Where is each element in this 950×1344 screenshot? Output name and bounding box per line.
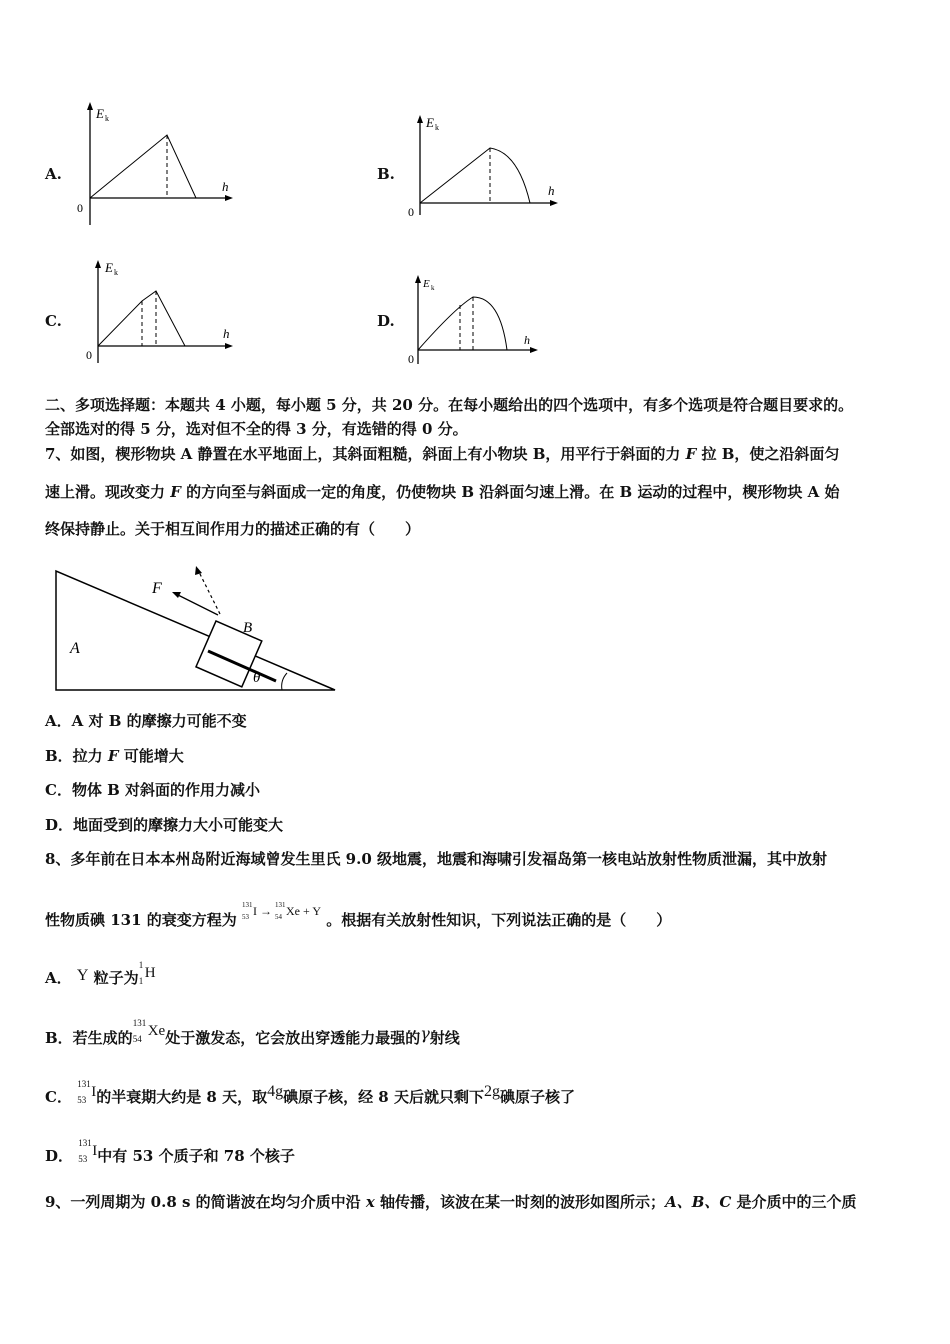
section2-line1: 二、多项选择题：本题共 4 小题，每小题 5 分，共 20 分。在每小题给出的四个选项中，有多个选项是符合题目要求的。	[45, 396, 854, 414]
graph-b-origin: 0	[408, 205, 414, 219]
q8-option-c-text-c: 碘原子核，经 8 天后就只剩下	[283, 1088, 484, 1106]
graph-d-ylabel: E	[423, 278, 430, 290]
graph-a-xlabel: h	[222, 179, 229, 194]
q8-option-b-text-c: 射线	[429, 1029, 460, 1047]
iodine-symbol-c: I	[91, 1084, 97, 1100]
q9-x-symbol: x	[365, 1193, 375, 1211]
graph-b	[400, 110, 570, 225]
decay-equation	[242, 901, 321, 921]
q8-option-b-text-b: 处于激发态，它会放出穿透能力最强的	[165, 1029, 421, 1047]
graph-c-label: C.	[45, 312, 62, 330]
mass-2g: 2g	[483, 1083, 500, 1100]
q8-line2-text-a: 性物质碘 131 的衰变方程为	[45, 911, 237, 929]
iodine-mass-c: 131	[77, 1079, 91, 1089]
q8-option-d-text-b: 中有 53 个质子和 78 个核子	[97, 1147, 295, 1165]
q8-option-c	[45, 1079, 575, 1108]
q9-abc-points: A、B、C	[665, 1193, 732, 1211]
q7-force-symbol-2: F	[170, 483, 181, 501]
q7-option-b-text-b: 可能增大	[118, 747, 184, 765]
q7-line1	[45, 444, 839, 464]
graph-b-ysub: k	[435, 123, 439, 132]
q7-line3: 终保持静止。关于相互间作用力的描述正确的有（ ）	[45, 520, 421, 538]
section2-line2: 全部选对的得 5 分，选对但不全的得 3 分，有选错的得 0 分。	[45, 420, 468, 438]
graph-c	[80, 255, 245, 370]
graph-d-ysub: k	[431, 284, 435, 292]
q7-line1-text-a: 7、如图，楔形物块 A 静置在水平地面上，其斜面粗糙，斜面上有小物块 B，用平行于斜面的力	[45, 445, 686, 463]
q7-option-d: D．地面受到的摩擦力大小可能变大	[45, 816, 284, 834]
iodine-z-d: 53	[78, 1154, 88, 1164]
q8-option-c-text-b: 的半衰期大约是 8 天，取	[96, 1088, 268, 1106]
graph-b-label: B.	[377, 165, 395, 183]
q8-option-a-label: A．	[45, 969, 72, 987]
q9-line1-text-b: 轴传播，该波在某一时刻的波形如图所示；	[374, 1193, 666, 1211]
q7-option-c: C．物体 B 对斜面的作用力减小	[45, 781, 261, 799]
eq-xe-mass: 131	[275, 901, 286, 909]
wedge-label-a: A	[70, 640, 80, 657]
block-label-b: B	[243, 620, 253, 636]
angle-label-theta: θ	[253, 670, 261, 686]
graph-b-ylabel: E	[426, 115, 434, 130]
q8-line1: 8、多年前在日本本州岛附近海域曾发生里氏 9.0 级地震，地震和海啸引发福岛第一核电站放射性物质泄漏，其中放射	[45, 850, 827, 868]
eq-xe-z: 54	[275, 913, 282, 921]
q7-option-b	[45, 746, 184, 766]
h-mass: 1	[138, 960, 144, 970]
graph-a-label: A.	[45, 165, 62, 183]
q7-option-b-force: F	[107, 747, 119, 765]
q8-option-d-label: D．	[45, 1147, 74, 1165]
graph-a-ysub: k	[105, 114, 109, 123]
force-label-f: F	[152, 580, 162, 597]
iodine-symbol-d: I	[92, 1143, 98, 1159]
eq-i-symbol: I	[253, 904, 257, 918]
q7-line2-text-b: 的方向至与斜面成一定的角度，仍使物块 B 沿斜面匀速上滑。在 B 运动的过程中，楔形物块 A 始	[180, 483, 840, 501]
graph-a	[70, 100, 240, 235]
q8-line2-text-b: 。根据有关放射性知识，下列说法正确的是（ ）	[326, 911, 672, 929]
eq-xe-rest: Xe + Y	[286, 904, 321, 918]
mass-4g: 4g	[267, 1083, 284, 1100]
h-z: 1	[138, 976, 144, 986]
graph-d	[400, 272, 550, 372]
graph-a-ylabel: E	[96, 106, 104, 121]
q8-option-c-text-d: 碘原子核了	[499, 1088, 575, 1106]
eq-i-mass: 131	[242, 901, 253, 909]
q8-option-b	[45, 1018, 460, 1049]
graph-c-ysub: k	[114, 268, 118, 277]
q8-option-a	[45, 960, 156, 989]
q8-y-symbol: Y	[76, 967, 89, 984]
q7-force-symbol: F	[685, 445, 697, 463]
iodine-z-c: 53	[77, 1095, 87, 1105]
q7-line1-text-b: 拉 B，使之沿斜面匀	[696, 445, 840, 463]
q8-option-a-text: 粒子为	[93, 969, 139, 987]
gamma-symbol: γ	[420, 1024, 430, 1043]
q8-option-d	[45, 1138, 295, 1167]
h-symbol: H	[144, 965, 156, 981]
xe-symbol: Xe	[147, 1023, 166, 1039]
graph-d-xlabel: h	[524, 333, 530, 347]
q9-line1-text-a: 9、一列周期为 0.8 s 的简谐波在均匀介质中沿	[45, 1193, 366, 1211]
graph-c-xlabel: h	[223, 326, 230, 341]
graph-c-ylabel: E	[105, 260, 113, 275]
eq-i-z: 53	[242, 913, 249, 921]
eq-arrow: →	[260, 904, 272, 918]
q7-line2	[45, 482, 839, 502]
xe-z: 54	[132, 1034, 142, 1044]
q9-line1-text-c: 是介质中的三个质	[731, 1193, 857, 1211]
q7-wedge-figure	[50, 565, 345, 700]
xe-mass: 131	[132, 1018, 147, 1028]
iodine-mass-d: 131	[78, 1138, 92, 1148]
q8-option-c-label: C．	[45, 1088, 72, 1106]
q8-option-b-text-a: B．若生成的	[45, 1029, 133, 1047]
q9-line1	[45, 1192, 857, 1212]
graph-d-origin: 0	[408, 352, 414, 366]
q7-option-b-text-a: B．拉力	[45, 747, 108, 765]
graph-b-xlabel: h	[548, 183, 555, 198]
q7-option-a: A．A 对 B 的摩擦力可能不变	[45, 712, 247, 730]
graph-d-label: D.	[377, 312, 395, 330]
q7-line2-text-a: 速上滑。现改变力	[45, 483, 171, 501]
graph-c-origin: 0	[86, 348, 92, 362]
graph-a-origin: 0	[77, 201, 83, 215]
q8-line2	[45, 901, 672, 931]
